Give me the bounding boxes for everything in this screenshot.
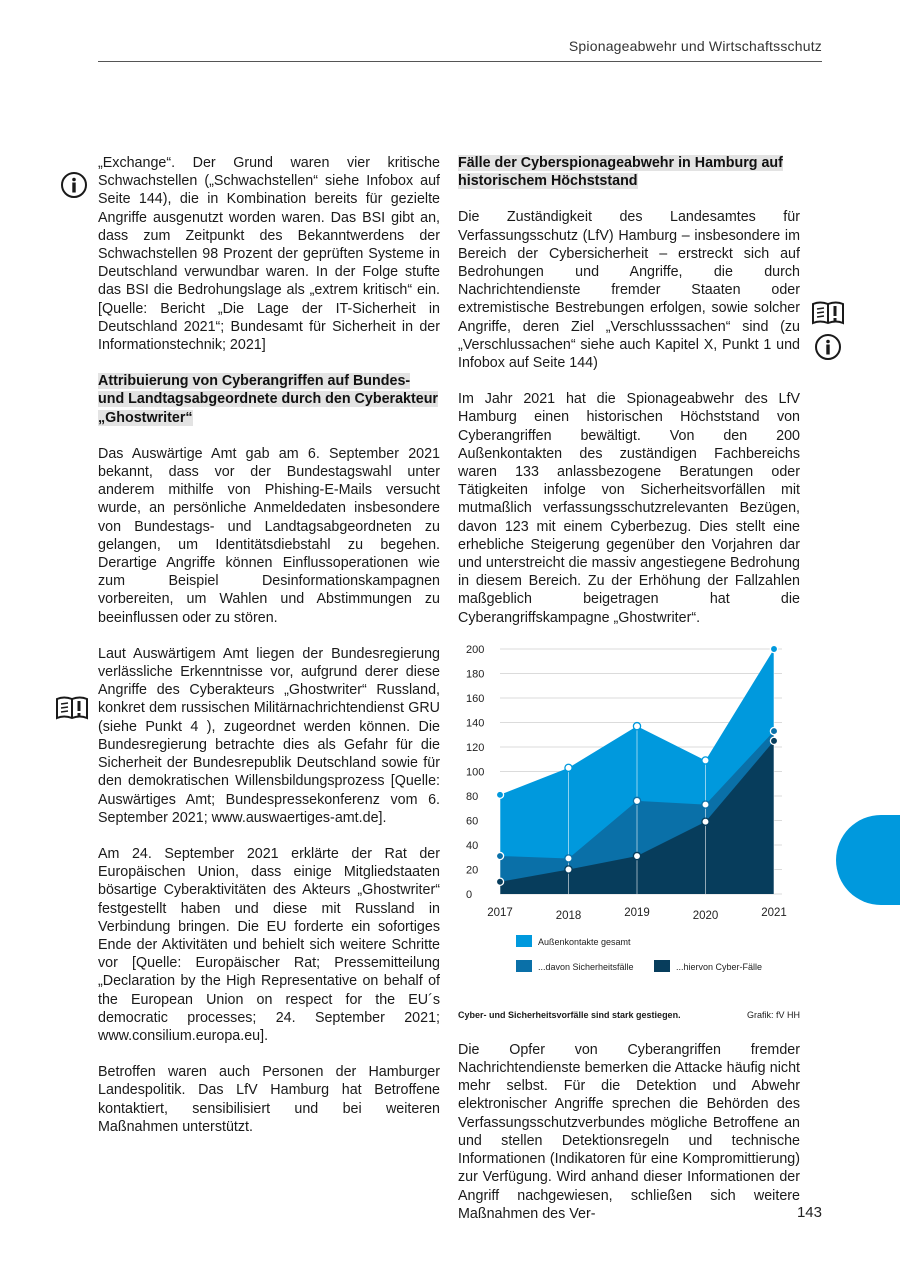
page-number: 143 <box>796 1204 822 1221</box>
y-tick-label: 160 <box>466 692 485 705</box>
book-alert-icon <box>810 299 846 327</box>
left-column <box>98 154 440 1154</box>
y-tick-label: 140 <box>466 717 485 730</box>
paragraph: Betroffen waren auch Personen der Hamburger Landespolitik. Das LfV Hamburg hat Betroffene kontaktiert, sensibilisiert und bei weiteren Maßnahmen unterstützt. <box>98 1064 440 1135</box>
header-rule <box>98 61 822 62</box>
legend-swatch <box>516 935 532 947</box>
y-tick-label: 200 <box>466 644 485 656</box>
paragraph: Im Jahr 2021 hat die Spionageabwehr des LfV Hamburg einen historischen Höchststand von Cyberangriffen bewältigt. Von den 200 Außenkontakten des zuständigen Fachbereichs waren 133 anlassbezogene Beratungen oder Tätigkeiten infolge von Sicherheitsvorfällen mit mutmaßlich verfassungsschutzrelevanten Bezügen, davon 123 mit einem Cyberbezug. Dies stellt eine erhebliche Steigerung gegenüber den Vorjahren dar und unterstreicht die massiv angestiegene Bedrohung in diesem Bereich. Zu der Erhöhung der Fallzahlen maßgeblich beigetragen hat die Cyberangriffskampagne „Ghostwriter“. <box>458 391 800 626</box>
x-tick-label: 2017 <box>487 906 513 919</box>
y-tick-label: 40 <box>466 839 479 852</box>
y-tick-label: 180 <box>466 668 485 681</box>
legend-label: ...davon Sicherheitsfälle <box>538 961 634 972</box>
data-point <box>770 645 777 652</box>
data-point <box>496 791 503 798</box>
data-point <box>770 727 777 734</box>
chapter-tab <box>836 815 900 905</box>
y-tick-label: 60 <box>466 815 479 828</box>
data-point <box>565 764 572 771</box>
y-tick-label: 100 <box>466 766 485 779</box>
x-tick-label: 2018 <box>555 909 582 922</box>
y-tick-label: 80 <box>466 790 479 803</box>
section-heading: Attribuierung von Cyberangriffen auf Bundes- und Landtagsabgeordnete durch den Cyberakteur „Ghostwriter“ <box>98 373 438 426</box>
caption-credit: Grafik: fV HH <box>746 1009 800 1020</box>
data-point <box>633 852 640 859</box>
data-point <box>565 855 572 862</box>
paragraph: „Exchange“. Der Grund waren vier kritische Schwachstellen („Schwachstellen“ siehe Infobox auf Seite 144), die in Kombination bereits für gezielte Angriffe ausgenutzt worden waren. Das BSI gibt an, dass zum Zeitpunkt des Bekanntwerdens der Schwachstellen 98 Prozent der geprüften Systeme in Deutschland verwundbar waren. In der Folge stufte das BSI die Bedrohungslage als „extrem kritisch“ ein. [Quelle: Bericht „Die Lage der IT-Sicherheit in Deutschland 2021“; Bundesamt für Sicherheit in der Informationstechnik; 2021] <box>98 155 440 354</box>
chart-canvas <box>458 645 800 1005</box>
book-alert-icon <box>54 694 90 722</box>
data-point <box>496 878 503 885</box>
x-tick-label: 2020 <box>692 909 719 922</box>
legend-label: Außenkontakte gesamt <box>538 936 631 947</box>
right-column <box>458 154 800 1241</box>
caption-text: Cyber- und Sicherheitsvorfälle sind stark gestiegen. <box>458 1009 681 1020</box>
data-point <box>565 866 572 873</box>
paragraph: Am 24. September 2021 erklärte der Rat der Europäischen Union, dass einige Mitgliedstaaten bösartige Cyberaktivitäten des Akteurs „Ghostwriter“ festgestellt haben und diese mit Russland in Verbindung bringen. Die EU forderte ein sofortiges Ende der Aktivitäten und behielt sich weitere Schritte vor [Quelle: Europäischer Rat; Pressemitteilung „Declaration by the High Representative on behalf of the European Union on respect for the EU´s democratic processes; 24. September 2021; www.consilium.europa.eu]. <box>98 845 440 1044</box>
paragraph: Die Zuständigkeit des Landesamtes für Verfassungsschutz (LfV) Hamburg – insbesondere im Bereich der Cybersicherheit – erstreckt sich auf Bedrohungen und Angriffe, die durch Nachrichtendienste fremder Staaten oder extremistische Bestrebungen erfolgen, sowie solcher Angriffe, deren Ziel „Verschlusssachen“ sind (zu „Verschlussachen“ siehe auch Kapitel X, Punkt 1 und Infobox auf Seite 144) <box>458 209 800 372</box>
info-icon <box>814 333 842 361</box>
info-icon <box>60 171 88 199</box>
legend-swatch <box>654 960 670 972</box>
y-tick-label: 0 <box>466 888 473 901</box>
paragraph: Die Opfer von Cyberangriffen fremder Nachrichtendienste bemerken die Attacke häufig nicht mehr selbst. Für die Detektion und Abwehr elektronischer Angriffe sprechen die Behörden des Verfassungsschutzverbundes mögliche Betroffene an und stellen Detektionsregeln und technische Informationen (Indikatoren für eine Kompromittierung) zur Verfügung. Wird anhand dieser Informationen der Angriff nachgewiesen, schließen sich weitere Maßnahmen des Ver- <box>458 1041 800 1222</box>
x-tick-label: 2019 <box>624 906 650 919</box>
data-point <box>633 797 640 804</box>
data-point <box>702 818 709 825</box>
y-tick-label: 20 <box>466 864 479 877</box>
paragraph: Laut Auswärtigem Amt liegen der Bundesregierung verlässliche Erkenntnisse vor, aufgrund derer diese Angriffe des Cyberakteurs „Ghostwriter“ Russland, konkret dem russischen Militärnachrichtendienst GRU (siehe Punkt 4 ), zugeordnet werden können. Die Bundesregierung betrachte dies als Gefahr für die Sicherheit der Bundesrepublik Deutschland sowie für den demokratischen Willensbildungsprozess [Quelle: Auswärtiges Amt; Bundespressekonferenz vom 6. September 2021; www.auswaertiges-amt.de]. <box>98 645 440 826</box>
area-chart <box>458 645 800 1005</box>
data-point <box>770 737 777 744</box>
data-point <box>702 801 709 808</box>
data-point <box>496 852 503 859</box>
legend-swatch <box>516 960 532 972</box>
x-tick-label: 2021 <box>761 906 787 919</box>
running-header: Spionageabwehr und Wirtschaftsschutz <box>568 38 822 54</box>
chart-caption <box>458 1009 800 1021</box>
section-heading: Fälle der Cyberspionageabwehr in Hamburg auf historischem Höchststand <box>458 155 783 190</box>
data-point <box>702 757 709 764</box>
legend-label: ...hiervon Cyber-Fälle <box>676 961 763 972</box>
paragraph: Das Auswärtige Amt gab am 6. September 2021 bekannt, dass vor der Bundestagswahl unter anderem mithilfe von Phishing-E-Mails versucht wurde, an persönliche Anmeldedaten insbesondere von Bundestags- und Landtagsabgeordneten zu gelangen, um Identitätsdiebstahl zu begehen. Derartige Angriffe können Einflussoperationen wie zum Beispiel Desinformationskampagnen vorbereiten, um Wahlen und Abstimmungen zu beeinflussen oder zu stören. <box>98 445 440 626</box>
y-tick-label: 120 <box>466 741 485 754</box>
data-point <box>633 722 640 729</box>
